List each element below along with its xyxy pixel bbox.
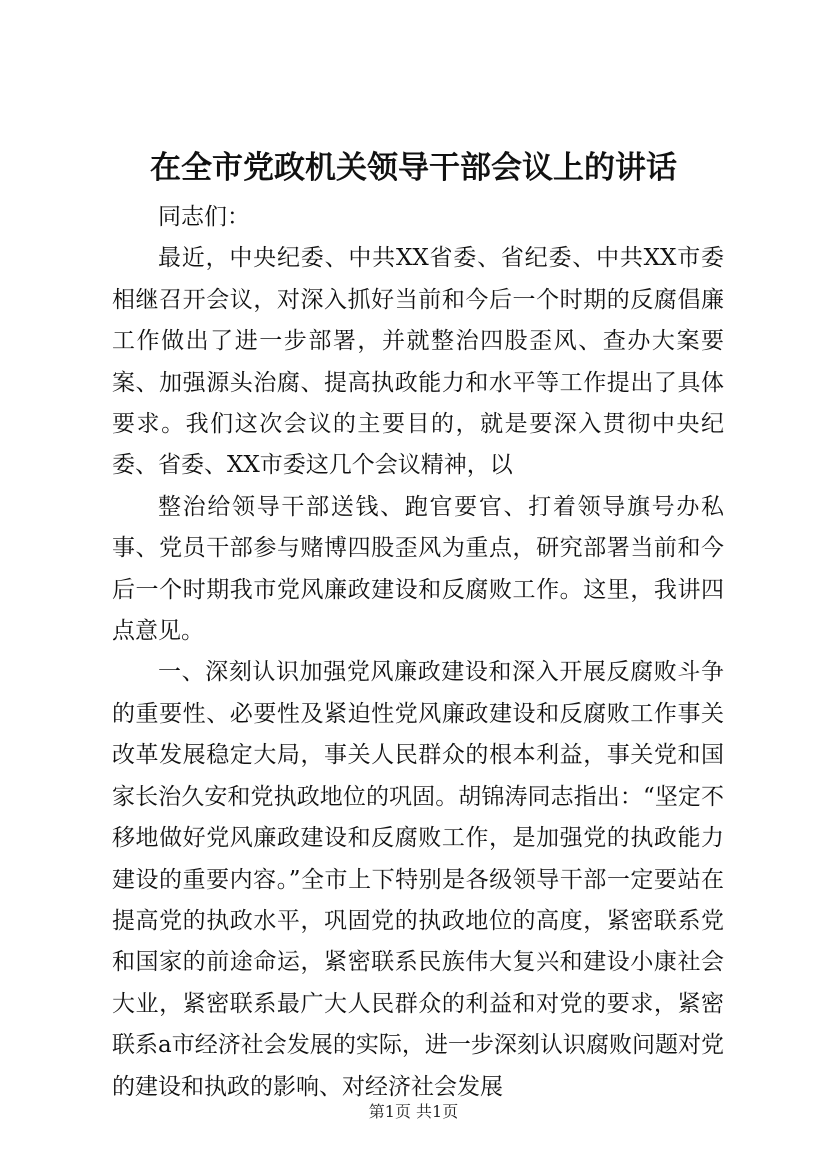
paragraph-1: 最近，中央纪委、中共XX省委、省纪委、中共XX市委相继召开会议，对深入抓好当前和今后一个时期的反腐倡廉工作做出了进一步部署，并就整治四股歪风、查办大案要案、加强源头治腐、提高执政能力和水平等工作提出了具体要求。我们这次会议的主要目的，就是要深入贯彻中央纪委、省委、XX市委这几个会议精神，以 [112,245,724,479]
page-number-footer: 第1页 共1页 [368,1102,459,1121]
greeting-line: 同志们： [158,204,250,230]
document-title: 在全市党政机关领导干部会议上的讲话 [150,150,677,186]
paragraph-2: 整治给领导干部送钱、跑官要官、打着领导旗号办私事、党员干部参与赌博四股歪风为重点，研究部署当前和今后一个时期我市党风廉政建设和反腐败工作。这里，我讲四点意见。 [112,493,724,645]
paragraph-3: 一、深刻认识加强党风廉政建设和深入开展反腐败斗争的重要性、必要性及紧迫性党风廉政建设和反腐败工作事关改革发展稳定大局，事关人民群众的根本利益，事关党和国家长治久安和党执政地位的巩固。胡锦涛同志指出：“坚定不移地做好党风廉政建设和反腐败工作，是加强党的执政能力建设的重要内容。”全市上下特别是各级领导干部一定要站在提高党的执政水平，巩固党的执政地位的高度，紧密联系党和国家的前途命运，紧密联系民族伟大复兴和建设小康社会大业，紧密联系最广大人民群众的利益和对党的要求，紧密联系a市经济社会发展的实际，进一步深刻认识腐败问题对党的建设和执政的影响、对经济社会发展 [112,659,724,1100]
document-body [112,197,724,1108]
